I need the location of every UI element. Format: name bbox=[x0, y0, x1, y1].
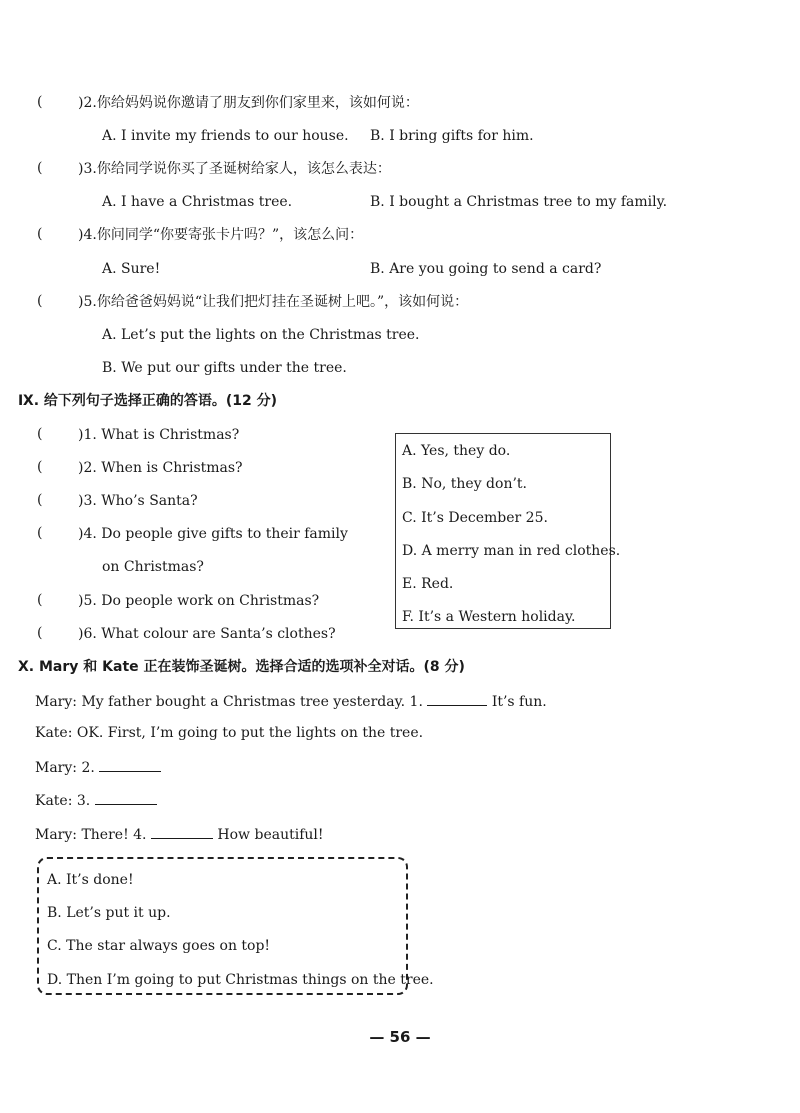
option-a: A. Sure! bbox=[102, 261, 161, 277]
dialog-line-3 bbox=[35, 757, 161, 777]
answer-paren: ( bbox=[37, 293, 43, 309]
answer-paren: ( bbox=[37, 625, 43, 641]
answer-option-f: F. It’s a Western holiday. bbox=[402, 609, 576, 625]
answer-paren: ( bbox=[37, 459, 43, 475]
dialog-text: Kate: 3. bbox=[35, 793, 91, 809]
answer-option-e: E. Red. bbox=[402, 576, 454, 592]
page-number: — 56 — bbox=[369, 1028, 431, 1046]
match-question-3: )3. Who’s Santa? bbox=[78, 493, 198, 509]
question-stem: 你问同学“你要寄张卡片吗？”，该怎么问： bbox=[96, 227, 364, 243]
question-3 bbox=[78, 160, 391, 178]
dialog-line-1 bbox=[35, 691, 547, 711]
option-b: B. I bought a Christmas tree to my family. bbox=[370, 194, 668, 210]
answer-paren: ( bbox=[37, 160, 43, 176]
answer-blank[interactable] bbox=[99, 757, 161, 772]
match-question-6: )6. What colour are Santa’s clothes? bbox=[78, 626, 336, 642]
section-10-title: Ⅹ. Mary 和 Kate 正在装饰圣诞树。选择合适的选项补全对话。(8 分) bbox=[18, 659, 465, 675]
option-b: B. We put our gifts under the tree. bbox=[102, 360, 347, 376]
dialog-text: How beautiful! bbox=[217, 827, 324, 843]
question-number: )3. bbox=[78, 161, 97, 177]
dialog-option-b: B. Let’s put it up. bbox=[47, 905, 171, 921]
match-question-5: )5. Do people work on Christmas? bbox=[78, 593, 320, 609]
answer-option-d: D. A merry man in red clothes. bbox=[402, 543, 621, 559]
dialog-line-4 bbox=[35, 790, 157, 810]
option-b: B. I bring gifts for him. bbox=[370, 128, 534, 144]
dialog-option-c: C. The star always goes on top! bbox=[47, 938, 271, 954]
answer-option-a: A. Yes, they do. bbox=[402, 443, 511, 459]
answer-options-box bbox=[395, 433, 611, 629]
section-9-title: Ⅸ. 给下列句子选择正确的答语。(12 分) bbox=[18, 393, 278, 409]
dialog-text: Mary: There! 4. bbox=[35, 827, 147, 843]
question-5 bbox=[78, 293, 468, 311]
question-number: )2. bbox=[78, 95, 97, 111]
question-stem: 你给同学说你买了圣诞树给家人，该怎么表达： bbox=[96, 161, 391, 177]
option-a: A. I have a Christmas tree. bbox=[102, 194, 293, 210]
question-stem: 你给妈妈说你邀请了朋友到你们家里来，该如何说： bbox=[96, 95, 419, 111]
dialog-option-a: A. It’s done! bbox=[47, 872, 134, 888]
dialog-line-5 bbox=[35, 824, 324, 844]
question-4 bbox=[78, 226, 363, 244]
question-number: )5. bbox=[78, 294, 97, 310]
answer-paren: ( bbox=[37, 426, 43, 442]
match-question-4: )4. Do people give gifts to their family bbox=[78, 526, 348, 542]
option-a: A. I invite my friends to our house. bbox=[102, 128, 349, 144]
answer-paren: ( bbox=[37, 525, 43, 541]
question-2 bbox=[78, 94, 419, 112]
dialog-text: It’s fun. bbox=[491, 694, 547, 710]
answer-paren: ( bbox=[37, 94, 43, 110]
option-a: A. Let’s put the lights on the Christmas tree. bbox=[102, 327, 420, 343]
answer-option-c: C. It’s December 25. bbox=[402, 510, 548, 526]
dialog-text: Mary: My father bought a Christmas tree yesterday. 1. bbox=[35, 694, 423, 710]
answer-blank[interactable] bbox=[151, 824, 213, 839]
answer-paren: ( bbox=[37, 492, 43, 508]
match-question-1: )1. What is Christmas? bbox=[78, 427, 240, 443]
answer-blank[interactable] bbox=[427, 691, 487, 706]
answer-paren: ( bbox=[37, 226, 43, 242]
dialog-line-2: Kate: OK. First, I’m going to put the lights on the tree. bbox=[35, 725, 424, 741]
answer-option-b: B. No, they don’t. bbox=[402, 476, 527, 492]
option-b: B. Are you going to send a card? bbox=[370, 261, 602, 277]
question-stem: 你给爸爸妈妈说“让我们把灯挂在圣诞树上吧。”，该如何说： bbox=[96, 294, 469, 310]
answer-blank[interactable] bbox=[95, 790, 157, 805]
match-question-2: )2. When is Christmas? bbox=[78, 460, 243, 476]
dialog-text: Mary: 2. bbox=[35, 760, 95, 776]
match-question-4-cont: on Christmas? bbox=[102, 559, 204, 575]
dialog-option-d: D. Then I’m going to put Christmas things on the tree. bbox=[47, 972, 434, 988]
question-number: )4. bbox=[78, 227, 97, 243]
answer-paren: ( bbox=[37, 592, 43, 608]
